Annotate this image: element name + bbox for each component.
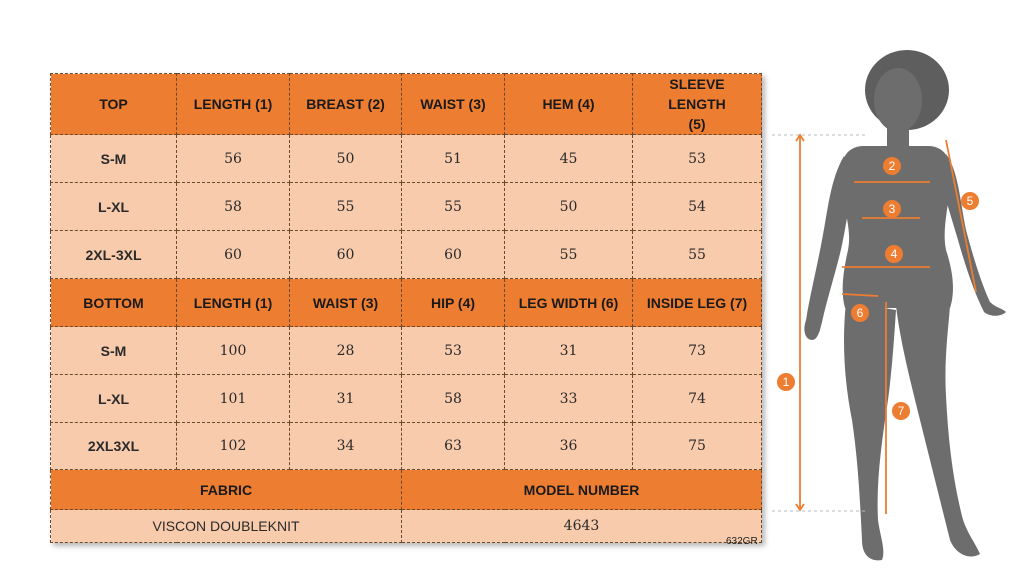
table-cell: 55 xyxy=(633,231,762,279)
bottom-header-hip: HIP (4) xyxy=(402,279,505,327)
size-label: 2XL3XL xyxy=(51,423,177,470)
measurement-figure xyxy=(770,40,1024,572)
bottom-header-row xyxy=(51,279,762,327)
table-cell: 31 xyxy=(290,375,402,423)
model-number-label: MODEL NUMBER xyxy=(402,470,762,510)
footer-header-row xyxy=(51,470,762,510)
top-category-label: TOP xyxy=(51,74,177,135)
table-row xyxy=(51,327,762,375)
table-cell: 63 xyxy=(402,423,505,470)
table-cell: 45 xyxy=(505,135,633,183)
table-cell: 53 xyxy=(402,327,505,375)
table-cell: 55 xyxy=(290,183,402,231)
top-header-waist: WAIST (3) xyxy=(402,74,505,135)
table-cell: 75 xyxy=(633,423,762,470)
female-silhouette-icon xyxy=(770,40,1024,572)
marker-6: 6 xyxy=(856,306,864,320)
top-header-length: LENGTH (1) xyxy=(177,74,290,135)
size-chart xyxy=(50,73,762,543)
table-cell: 102 xyxy=(177,423,290,470)
table-row xyxy=(51,135,762,183)
bottom-header-waist: WAIST (3) xyxy=(290,279,402,327)
top-header-hem: HEM (4) xyxy=(505,74,633,135)
marker-4: 4 xyxy=(890,247,898,261)
marker-1: 1 xyxy=(782,375,790,389)
table-cell: 54 xyxy=(633,183,762,231)
table-cell: 28 xyxy=(290,327,402,375)
table-row xyxy=(51,183,762,231)
table-row xyxy=(51,231,762,279)
bottom-header-inside-leg: INSIDE LEG (7) xyxy=(633,279,762,327)
fabric-value: VISCON DOUBLEKNIT xyxy=(51,510,402,543)
table-cell: 50 xyxy=(505,183,633,231)
table-cell: 60 xyxy=(402,231,505,279)
table-cell: 58 xyxy=(402,375,505,423)
table-cell: 31 xyxy=(505,327,633,375)
table-cell: 33 xyxy=(505,375,633,423)
table-cell: 60 xyxy=(290,231,402,279)
size-label: S-M xyxy=(51,327,177,375)
table-cell: 51 xyxy=(402,135,505,183)
marker-5: 5 xyxy=(966,194,974,208)
top-header-row xyxy=(51,74,762,135)
size-label: L-XL xyxy=(51,183,177,231)
table-cell: 56 xyxy=(177,135,290,183)
table-cell: 55 xyxy=(505,231,633,279)
table-cell: 36 xyxy=(505,423,633,470)
size-label: L-XL xyxy=(51,375,177,423)
marker-7: 7 xyxy=(897,404,905,418)
bottom-category-label: BOTTOM xyxy=(51,279,177,327)
footer-value-row xyxy=(51,510,762,543)
table-cell: 74 xyxy=(633,375,762,423)
table-cell: 101 xyxy=(177,375,290,423)
table-cell: 53 xyxy=(633,135,762,183)
table-cell: 58 xyxy=(177,183,290,231)
marker-3: 3 xyxy=(888,202,896,216)
table-cell: 60 xyxy=(177,231,290,279)
table-row xyxy=(51,423,762,470)
size-table xyxy=(50,73,762,543)
table-cell: 50 xyxy=(290,135,402,183)
product-code: 632GR xyxy=(726,536,758,547)
bottom-header-leg-width: LEG WIDTH (6) xyxy=(505,279,633,327)
size-label: S-M xyxy=(51,135,177,183)
table-row xyxy=(51,375,762,423)
size-label: 2XL-3XL xyxy=(51,231,177,279)
bottom-header-length: LENGTH (1) xyxy=(177,279,290,327)
marker-2: 2 xyxy=(888,159,896,173)
top-header-sleeve-length: SLEEVE LENGTH (5) xyxy=(633,74,762,135)
table-cell: 55 xyxy=(402,183,505,231)
fabric-label: FABRIC xyxy=(51,470,402,510)
table-cell: 73 xyxy=(633,327,762,375)
top-header-breast: BREAST (2) xyxy=(290,74,402,135)
table-cell: 100 xyxy=(177,327,290,375)
table-cell: 34 xyxy=(290,423,402,470)
model-number-value: 4643 xyxy=(402,510,762,543)
